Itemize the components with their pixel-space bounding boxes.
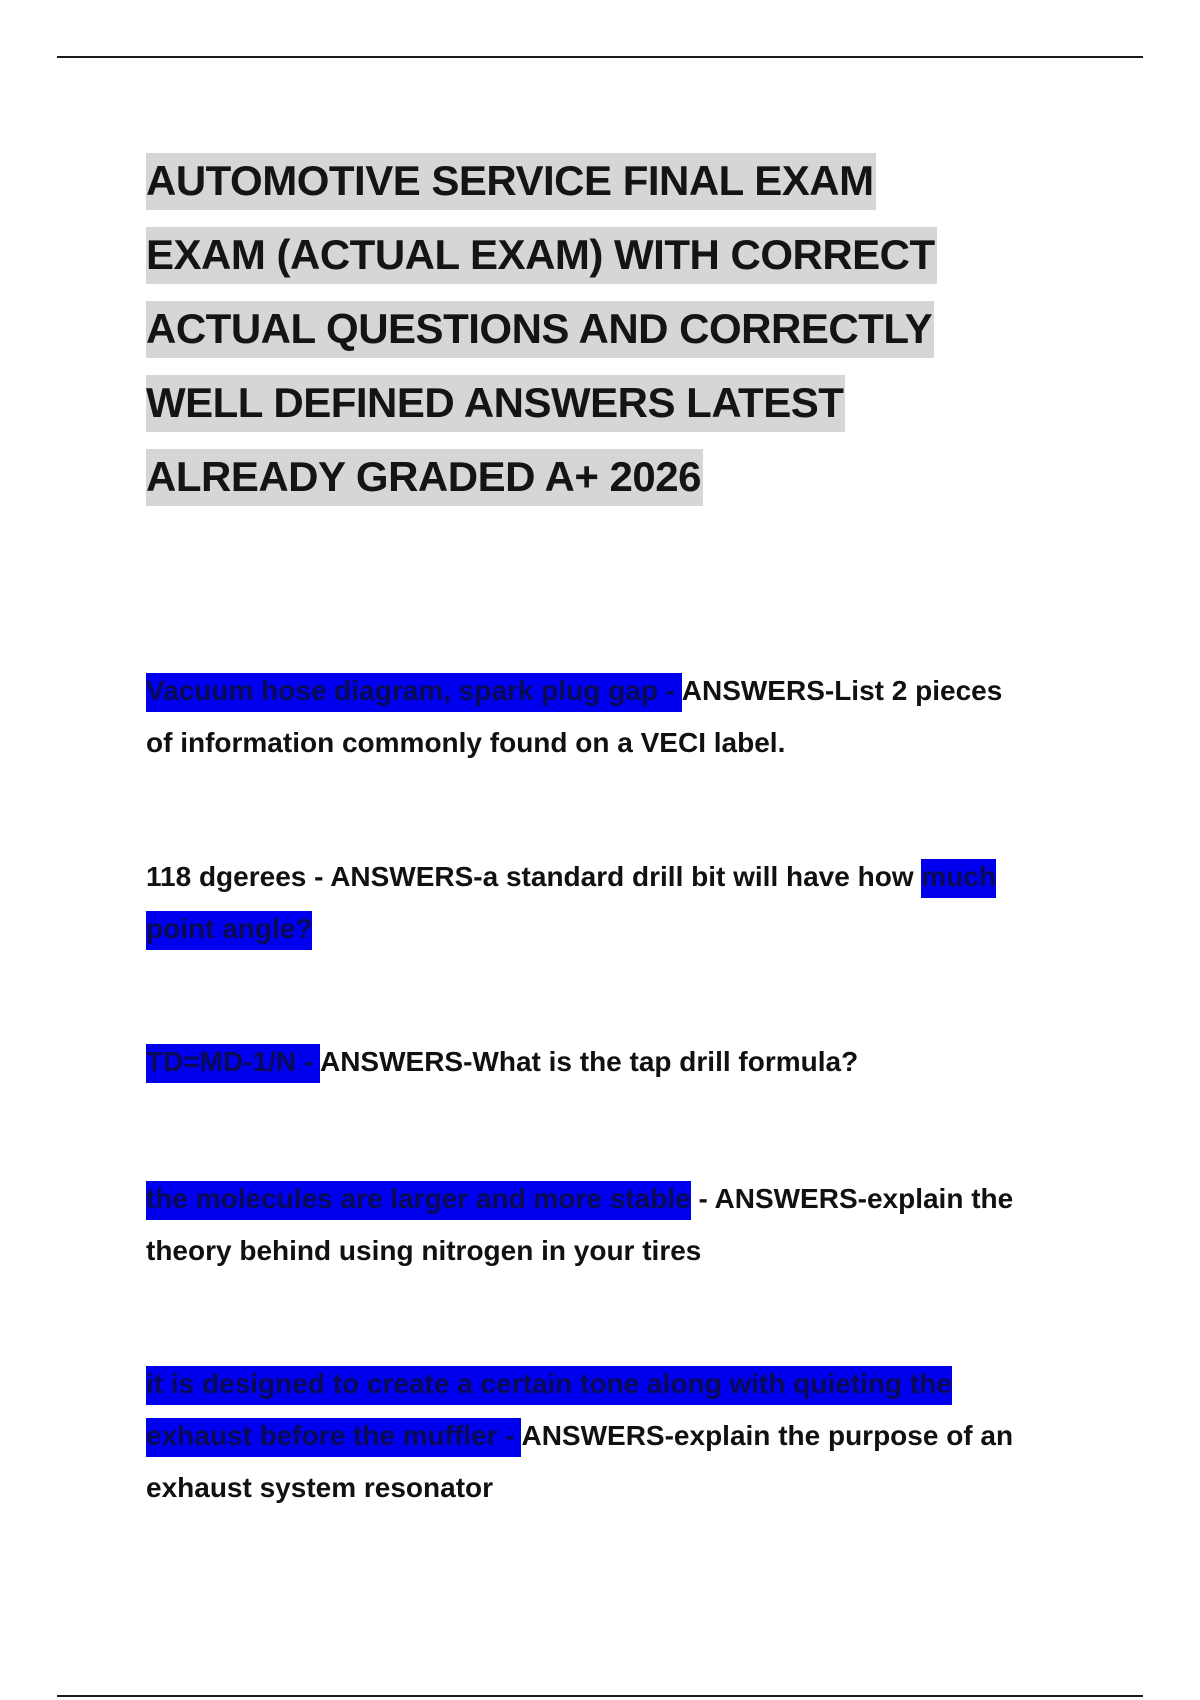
qa-item bbox=[146, 851, 1026, 955]
question-text: ANSWERS-What is the tap drill formula? bbox=[319, 1046, 859, 1077]
title-line: EXAM (ACTUAL EXAM) WITH CORRECT bbox=[146, 218, 1006, 292]
title-line: ACTUAL QUESTIONS AND CORRECTLY bbox=[146, 292, 1006, 366]
qa-item bbox=[146, 665, 1026, 769]
title-line: ALREADY GRADED A+ 2026 bbox=[146, 440, 1006, 514]
question-text: ANSWERS-List 2 pieces of information commonly found on a VECI label. bbox=[146, 675, 1003, 758]
qa-item bbox=[146, 1036, 1026, 1088]
highlighted-answer: Vacuum hose diagram, spark plug gap - bbox=[146, 673, 682, 712]
qa-item bbox=[146, 1358, 1026, 1514]
top-rule bbox=[57, 56, 1143, 58]
highlighted-answer: it is designed to create a certain tone along with quieting the exhaust before the muffler - bbox=[146, 1366, 952, 1457]
document-title bbox=[146, 144, 1006, 514]
highlighted-answer: much point angle? bbox=[146, 859, 996, 950]
question-text: 118 dgerees - ANSWERS-a standard drill bit will have how bbox=[146, 861, 922, 892]
bottom-rule bbox=[57, 1695, 1143, 1697]
title-line: AUTOMOTIVE SERVICE FINAL EXAM bbox=[146, 144, 1006, 218]
question-text: ANSWERS-explain the purpose of an exhaust system resonator bbox=[146, 1420, 1014, 1503]
qa-item bbox=[146, 1173, 1026, 1277]
title-line: WELL DEFINED ANSWERS LATEST bbox=[146, 366, 1006, 440]
highlighted-answer: TD=MD-1/N - bbox=[146, 1044, 320, 1083]
question-text: - ANSWERS-explain the theory behind using nitrogen in your tires bbox=[146, 1183, 1014, 1266]
highlighted-answer: the molecules are larger and more stable bbox=[146, 1181, 691, 1220]
